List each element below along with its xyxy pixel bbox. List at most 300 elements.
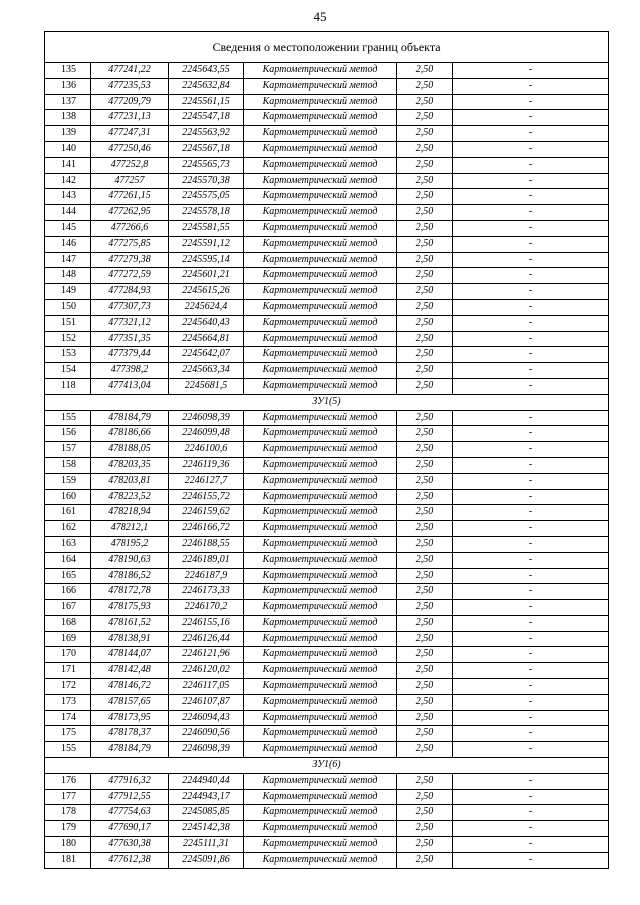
method-cell: Картометрический метод <box>244 473 397 489</box>
table-row <box>45 552 609 568</box>
y-coordinate-cell: 2245091,86 <box>169 852 244 868</box>
description-cell: - <box>453 694 609 710</box>
method-cell: Картометрический метод <box>244 331 397 347</box>
method-cell: Картометрический метод <box>244 410 397 426</box>
x-coordinate-cell: 477754,63 <box>91 805 169 821</box>
y-coordinate-cell: 2245632,84 <box>169 78 244 94</box>
y-coordinate-cell: 2246155,72 <box>169 489 244 505</box>
y-coordinate-cell: 2246120,02 <box>169 663 244 679</box>
point-number-cell: 175 <box>45 726 91 742</box>
point-number-cell: 162 <box>45 521 91 537</box>
point-number-cell: 170 <box>45 647 91 663</box>
description-cell: - <box>453 63 609 79</box>
x-coordinate-cell: 477261,15 <box>91 189 169 205</box>
x-coordinate-cell: 478146,72 <box>91 679 169 695</box>
point-number-cell: 144 <box>45 205 91 221</box>
table-row <box>45 615 609 631</box>
method-cell: Картометрический метод <box>244 157 397 173</box>
y-coordinate-cell: 2246107,87 <box>169 694 244 710</box>
x-coordinate-cell: 477272,59 <box>91 268 169 284</box>
x-coordinate-cell: 478142,48 <box>91 663 169 679</box>
description-cell: - <box>453 489 609 505</box>
table-row <box>45 63 609 79</box>
x-coordinate-cell: 477321,12 <box>91 315 169 331</box>
table-row <box>45 489 609 505</box>
point-number-cell: 163 <box>45 536 91 552</box>
point-number-cell: 139 <box>45 126 91 142</box>
point-number-cell: 154 <box>45 363 91 379</box>
method-cell: Картометрический метод <box>244 284 397 300</box>
table-row <box>45 236 609 252</box>
y-coordinate-cell: 2246189,01 <box>169 552 244 568</box>
description-cell: - <box>453 852 609 868</box>
y-coordinate-cell: 2245085,85 <box>169 805 244 821</box>
x-coordinate-cell: 477209,79 <box>91 94 169 110</box>
accuracy-cell: 2,50 <box>397 805 453 821</box>
method-cell: Картометрический метод <box>244 852 397 868</box>
y-coordinate-cell: 2246126,44 <box>169 631 244 647</box>
description-cell: - <box>453 426 609 442</box>
point-number-cell: 164 <box>45 552 91 568</box>
point-number-cell: 169 <box>45 631 91 647</box>
table-row <box>45 694 609 710</box>
point-number-cell: 181 <box>45 852 91 868</box>
y-coordinate-cell: 2245563,92 <box>169 126 244 142</box>
method-cell: Картометрический метод <box>244 726 397 742</box>
description-cell: - <box>453 252 609 268</box>
method-cell: Картометрический метод <box>244 78 397 94</box>
accuracy-cell: 2,50 <box>397 205 453 221</box>
description-cell: - <box>453 536 609 552</box>
x-coordinate-cell: 478186,52 <box>91 568 169 584</box>
method-cell: Картометрический метод <box>244 679 397 695</box>
method-cell: Картометрический метод <box>244 521 397 537</box>
x-coordinate-cell: 477284,93 <box>91 284 169 300</box>
table-row <box>45 631 609 647</box>
accuracy-cell: 2,50 <box>397 157 453 173</box>
point-number-cell: 173 <box>45 694 91 710</box>
accuracy-cell: 2,50 <box>397 552 453 568</box>
accuracy-cell: 2,50 <box>397 347 453 363</box>
accuracy-cell: 2,50 <box>397 426 453 442</box>
table-row <box>45 205 609 221</box>
x-coordinate-cell: 477307,73 <box>91 299 169 315</box>
method-cell: Картометрический метод <box>244 552 397 568</box>
y-coordinate-cell: 2246121,96 <box>169 647 244 663</box>
table-row <box>45 331 609 347</box>
description-cell: - <box>453 631 609 647</box>
y-coordinate-cell: 2246119,36 <box>169 457 244 473</box>
table-row <box>45 94 609 110</box>
point-number-cell: 160 <box>45 489 91 505</box>
y-coordinate-cell: 2246155,16 <box>169 615 244 631</box>
point-number-cell: 171 <box>45 663 91 679</box>
y-coordinate-cell: 2246166,72 <box>169 521 244 537</box>
point-number-cell: 135 <box>45 63 91 79</box>
x-coordinate-cell: 477241,22 <box>91 63 169 79</box>
y-coordinate-cell: 2244940,44 <box>169 773 244 789</box>
accuracy-cell: 2,50 <box>397 663 453 679</box>
description-cell: - <box>453 742 609 758</box>
x-coordinate-cell: 478184,79 <box>91 742 169 758</box>
accuracy-cell: 2,50 <box>397 189 453 205</box>
x-coordinate-cell: 477413,04 <box>91 378 169 394</box>
accuracy-cell: 2,50 <box>397 837 453 853</box>
accuracy-cell: 2,50 <box>397 600 453 616</box>
method-cell: Картометрический метод <box>244 631 397 647</box>
description-cell: - <box>453 789 609 805</box>
section-label: ЗУ1(6) <box>45 758 609 774</box>
description-cell: - <box>453 710 609 726</box>
accuracy-cell: 2,50 <box>397 236 453 252</box>
accuracy-cell: 2,50 <box>397 315 453 331</box>
description-cell: - <box>453 110 609 126</box>
x-coordinate-cell: 478223,52 <box>91 489 169 505</box>
section-header-row <box>45 758 609 774</box>
y-coordinate-cell: 2245624,4 <box>169 299 244 315</box>
description-cell: - <box>453 837 609 853</box>
x-coordinate-cell: 478161,52 <box>91 615 169 631</box>
description-cell: - <box>453 331 609 347</box>
y-coordinate-cell: 2245561,15 <box>169 94 244 110</box>
description-cell: - <box>453 189 609 205</box>
point-number-cell: 167 <box>45 600 91 616</box>
method-cell: Картометрический метод <box>244 773 397 789</box>
description-cell: - <box>453 299 609 315</box>
accuracy-cell: 2,50 <box>397 521 453 537</box>
point-number-cell: 178 <box>45 805 91 821</box>
point-number-cell: 156 <box>45 426 91 442</box>
description-cell: - <box>453 315 609 331</box>
accuracy-cell: 2,50 <box>397 299 453 315</box>
table-row <box>45 126 609 142</box>
y-coordinate-cell: 2245111,31 <box>169 837 244 853</box>
description-cell: - <box>453 600 609 616</box>
table-row <box>45 442 609 458</box>
x-coordinate-cell: 478138,91 <box>91 631 169 647</box>
y-coordinate-cell: 2245575,05 <box>169 189 244 205</box>
x-coordinate-cell: 478190,63 <box>91 552 169 568</box>
x-coordinate-cell: 478203,35 <box>91 457 169 473</box>
point-number-cell: 137 <box>45 94 91 110</box>
point-number-cell: 147 <box>45 252 91 268</box>
table-row <box>45 821 609 837</box>
point-number-cell: 168 <box>45 615 91 631</box>
y-coordinate-cell: 2245681,5 <box>169 378 244 394</box>
point-number-cell: 146 <box>45 236 91 252</box>
accuracy-cell: 2,50 <box>397 584 453 600</box>
accuracy-cell: 2,50 <box>397 710 453 726</box>
x-coordinate-cell: 478188,05 <box>91 442 169 458</box>
x-coordinate-cell: 477690,17 <box>91 821 169 837</box>
description-cell: - <box>453 173 609 189</box>
method-cell: Картометрический метод <box>244 363 397 379</box>
description-cell: - <box>453 615 609 631</box>
accuracy-cell: 2,50 <box>397 726 453 742</box>
accuracy-cell: 2,50 <box>397 505 453 521</box>
method-cell: Картометрический метод <box>244 299 397 315</box>
description-cell: - <box>453 773 609 789</box>
description-cell: - <box>453 363 609 379</box>
description-cell: - <box>453 205 609 221</box>
description-cell: - <box>453 457 609 473</box>
table-row <box>45 268 609 284</box>
method-cell: Картометрический метод <box>244 236 397 252</box>
x-coordinate-cell: 477612,38 <box>91 852 169 868</box>
method-cell: Картометрический метод <box>244 710 397 726</box>
method-cell: Картометрический метод <box>244 347 397 363</box>
x-coordinate-cell: 478186,66 <box>91 426 169 442</box>
table-row <box>45 505 609 521</box>
table-row <box>45 173 609 189</box>
accuracy-cell: 2,50 <box>397 442 453 458</box>
method-cell: Картометрический метод <box>244 789 397 805</box>
method-cell: Картометрический метод <box>244 141 397 157</box>
description-cell: - <box>453 473 609 489</box>
method-cell: Картометрический метод <box>244 489 397 505</box>
accuracy-cell: 2,50 <box>397 378 453 394</box>
method-cell: Картометрический метод <box>244 252 397 268</box>
y-coordinate-cell: 2245565,73 <box>169 157 244 173</box>
y-coordinate-cell: 2246099,48 <box>169 426 244 442</box>
method-cell: Картометрический метод <box>244 536 397 552</box>
table-row <box>45 363 609 379</box>
point-number-cell: 179 <box>45 821 91 837</box>
accuracy-cell: 2,50 <box>397 284 453 300</box>
method-cell: Картометрический метод <box>244 505 397 521</box>
table-row <box>45 157 609 173</box>
table-row <box>45 299 609 315</box>
x-coordinate-cell: 478218,94 <box>91 505 169 521</box>
description-cell: - <box>453 679 609 695</box>
x-coordinate-cell: 477351,35 <box>91 331 169 347</box>
method-cell: Картометрический метод <box>244 568 397 584</box>
method-cell: Картометрический метод <box>244 378 397 394</box>
x-coordinate-cell: 477250,46 <box>91 141 169 157</box>
accuracy-cell: 2,50 <box>397 473 453 489</box>
description-cell: - <box>453 126 609 142</box>
method-cell: Картометрический метод <box>244 647 397 663</box>
x-coordinate-cell: 477235,53 <box>91 78 169 94</box>
y-coordinate-cell: 2244943,17 <box>169 789 244 805</box>
description-cell: - <box>453 378 609 394</box>
point-number-cell: 180 <box>45 837 91 853</box>
table-title: Сведения о местоположении границ объекта <box>45 32 609 63</box>
x-coordinate-cell: 478203,81 <box>91 473 169 489</box>
method-cell: Картометрический метод <box>244 600 397 616</box>
point-number-cell: 145 <box>45 220 91 236</box>
table-row <box>45 852 609 868</box>
method-cell: Картометрический метод <box>244 694 397 710</box>
method-cell: Картометрический метод <box>244 173 397 189</box>
method-cell: Картометрический метод <box>244 110 397 126</box>
method-cell: Картометрический метод <box>244 426 397 442</box>
x-coordinate-cell: 477252,8 <box>91 157 169 173</box>
method-cell: Картометрический метод <box>244 315 397 331</box>
method-cell: Картометрический метод <box>244 94 397 110</box>
accuracy-cell: 2,50 <box>397 252 453 268</box>
description-cell: - <box>453 568 609 584</box>
point-number-cell: 153 <box>45 347 91 363</box>
y-coordinate-cell: 2246188,55 <box>169 536 244 552</box>
point-number-cell: 155 <box>45 742 91 758</box>
point-number-cell: 176 <box>45 773 91 789</box>
table-row <box>45 252 609 268</box>
table-row <box>45 568 609 584</box>
table-row <box>45 457 609 473</box>
y-coordinate-cell: 2246094,43 <box>169 710 244 726</box>
page-number: 45 <box>313 9 327 24</box>
y-coordinate-cell: 2246098,39 <box>169 410 244 426</box>
method-cell: Картометрический метод <box>244 805 397 821</box>
method-cell: Картометрический метод <box>244 615 397 631</box>
table-row <box>45 663 609 679</box>
y-coordinate-cell: 2246117,05 <box>169 679 244 695</box>
x-coordinate-cell: 477275,85 <box>91 236 169 252</box>
description-cell: - <box>453 505 609 521</box>
table-row <box>45 189 609 205</box>
accuracy-cell: 2,50 <box>397 852 453 868</box>
x-coordinate-cell: 477912,55 <box>91 789 169 805</box>
y-coordinate-cell: 2245640,43 <box>169 315 244 331</box>
table-title-row <box>45 32 609 63</box>
table-row <box>45 726 609 742</box>
table-row <box>45 378 609 394</box>
point-number-cell: 172 <box>45 679 91 695</box>
x-coordinate-cell: 478157,65 <box>91 694 169 710</box>
description-cell: - <box>453 521 609 537</box>
x-coordinate-cell: 477630,38 <box>91 837 169 853</box>
y-coordinate-cell: 2246159,62 <box>169 505 244 521</box>
x-coordinate-cell: 478175,93 <box>91 600 169 616</box>
table-row <box>45 584 609 600</box>
x-coordinate-cell: 478173,95 <box>91 710 169 726</box>
accuracy-cell: 2,50 <box>397 489 453 505</box>
point-number-cell: 118 <box>45 378 91 394</box>
accuracy-cell: 2,50 <box>397 631 453 647</box>
point-number-cell: 151 <box>45 315 91 331</box>
y-coordinate-cell: 2245601,21 <box>169 268 244 284</box>
point-number-cell: 141 <box>45 157 91 173</box>
y-coordinate-cell: 2245663,34 <box>169 363 244 379</box>
y-coordinate-cell: 2245664,81 <box>169 331 244 347</box>
description-cell: - <box>453 663 609 679</box>
accuracy-cell: 2,50 <box>397 742 453 758</box>
description-cell: - <box>453 410 609 426</box>
description-cell: - <box>453 236 609 252</box>
accuracy-cell: 2,50 <box>397 615 453 631</box>
method-cell: Картометрический метод <box>244 268 397 284</box>
point-number-cell: 158 <box>45 457 91 473</box>
description-cell: - <box>453 284 609 300</box>
table-row <box>45 110 609 126</box>
x-coordinate-cell: 478172,78 <box>91 584 169 600</box>
table-row <box>45 837 609 853</box>
table-row <box>45 315 609 331</box>
x-coordinate-cell: 478212,1 <box>91 521 169 537</box>
method-cell: Картометрический метод <box>244 663 397 679</box>
description-cell: - <box>453 268 609 284</box>
accuracy-cell: 2,50 <box>397 647 453 663</box>
point-number-cell: 166 <box>45 584 91 600</box>
point-number-cell: 177 <box>45 789 91 805</box>
y-coordinate-cell: 2245570,38 <box>169 173 244 189</box>
point-number-cell: 159 <box>45 473 91 489</box>
accuracy-cell: 2,50 <box>397 536 453 552</box>
method-cell: Картометрический метод <box>244 220 397 236</box>
accuracy-cell: 2,50 <box>397 173 453 189</box>
y-coordinate-cell: 2246098,39 <box>169 742 244 758</box>
section-label: ЗУ1(5) <box>45 394 609 410</box>
method-cell: Картометрический метод <box>244 63 397 79</box>
description-cell: - <box>453 141 609 157</box>
point-number-cell: 157 <box>45 442 91 458</box>
accuracy-cell: 2,50 <box>397 141 453 157</box>
y-coordinate-cell: 2245643,55 <box>169 63 244 79</box>
point-number-cell: 150 <box>45 299 91 315</box>
table-row <box>45 710 609 726</box>
x-coordinate-cell: 477247,31 <box>91 126 169 142</box>
x-coordinate-cell: 477379,44 <box>91 347 169 363</box>
point-number-cell: 140 <box>45 141 91 157</box>
accuracy-cell: 2,50 <box>397 821 453 837</box>
y-coordinate-cell: 2245578,18 <box>169 205 244 221</box>
accuracy-cell: 2,50 <box>397 410 453 426</box>
table-row <box>45 742 609 758</box>
accuracy-cell: 2,50 <box>397 363 453 379</box>
description-cell: - <box>453 726 609 742</box>
y-coordinate-cell: 2246173,33 <box>169 584 244 600</box>
accuracy-cell: 2,50 <box>397 331 453 347</box>
point-number-cell: 148 <box>45 268 91 284</box>
description-cell: - <box>453 647 609 663</box>
table-row <box>45 679 609 695</box>
method-cell: Картометрический метод <box>244 189 397 205</box>
y-coordinate-cell: 2245615,26 <box>169 284 244 300</box>
method-cell: Картометрический метод <box>244 457 397 473</box>
method-cell: Картометрический метод <box>244 205 397 221</box>
y-coordinate-cell: 2246100,6 <box>169 442 244 458</box>
table-row <box>45 220 609 236</box>
method-cell: Картометрический метод <box>244 584 397 600</box>
point-number-cell: 143 <box>45 189 91 205</box>
x-coordinate-cell: 477916,32 <box>91 773 169 789</box>
table-row <box>45 789 609 805</box>
x-coordinate-cell: 478184,79 <box>91 410 169 426</box>
table-row <box>45 521 609 537</box>
x-coordinate-cell: 477279,38 <box>91 252 169 268</box>
y-coordinate-cell: 2245547,18 <box>169 110 244 126</box>
accuracy-cell: 2,50 <box>397 268 453 284</box>
point-number-cell: 136 <box>45 78 91 94</box>
y-coordinate-cell: 2245595,14 <box>169 252 244 268</box>
accuracy-cell: 2,50 <box>397 78 453 94</box>
accuracy-cell: 2,50 <box>397 457 453 473</box>
point-number-cell: 155 <box>45 410 91 426</box>
point-number-cell: 174 <box>45 710 91 726</box>
accuracy-cell: 2,50 <box>397 773 453 789</box>
description-cell: - <box>453 220 609 236</box>
accuracy-cell: 2,50 <box>397 789 453 805</box>
point-number-cell: 161 <box>45 505 91 521</box>
description-cell: - <box>453 78 609 94</box>
point-number-cell: 165 <box>45 568 91 584</box>
x-coordinate-cell: 478195,2 <box>91 536 169 552</box>
x-coordinate-cell: 477262,95 <box>91 205 169 221</box>
method-cell: Картометрический метод <box>244 126 397 142</box>
table-row <box>45 773 609 789</box>
table-row <box>45 805 609 821</box>
